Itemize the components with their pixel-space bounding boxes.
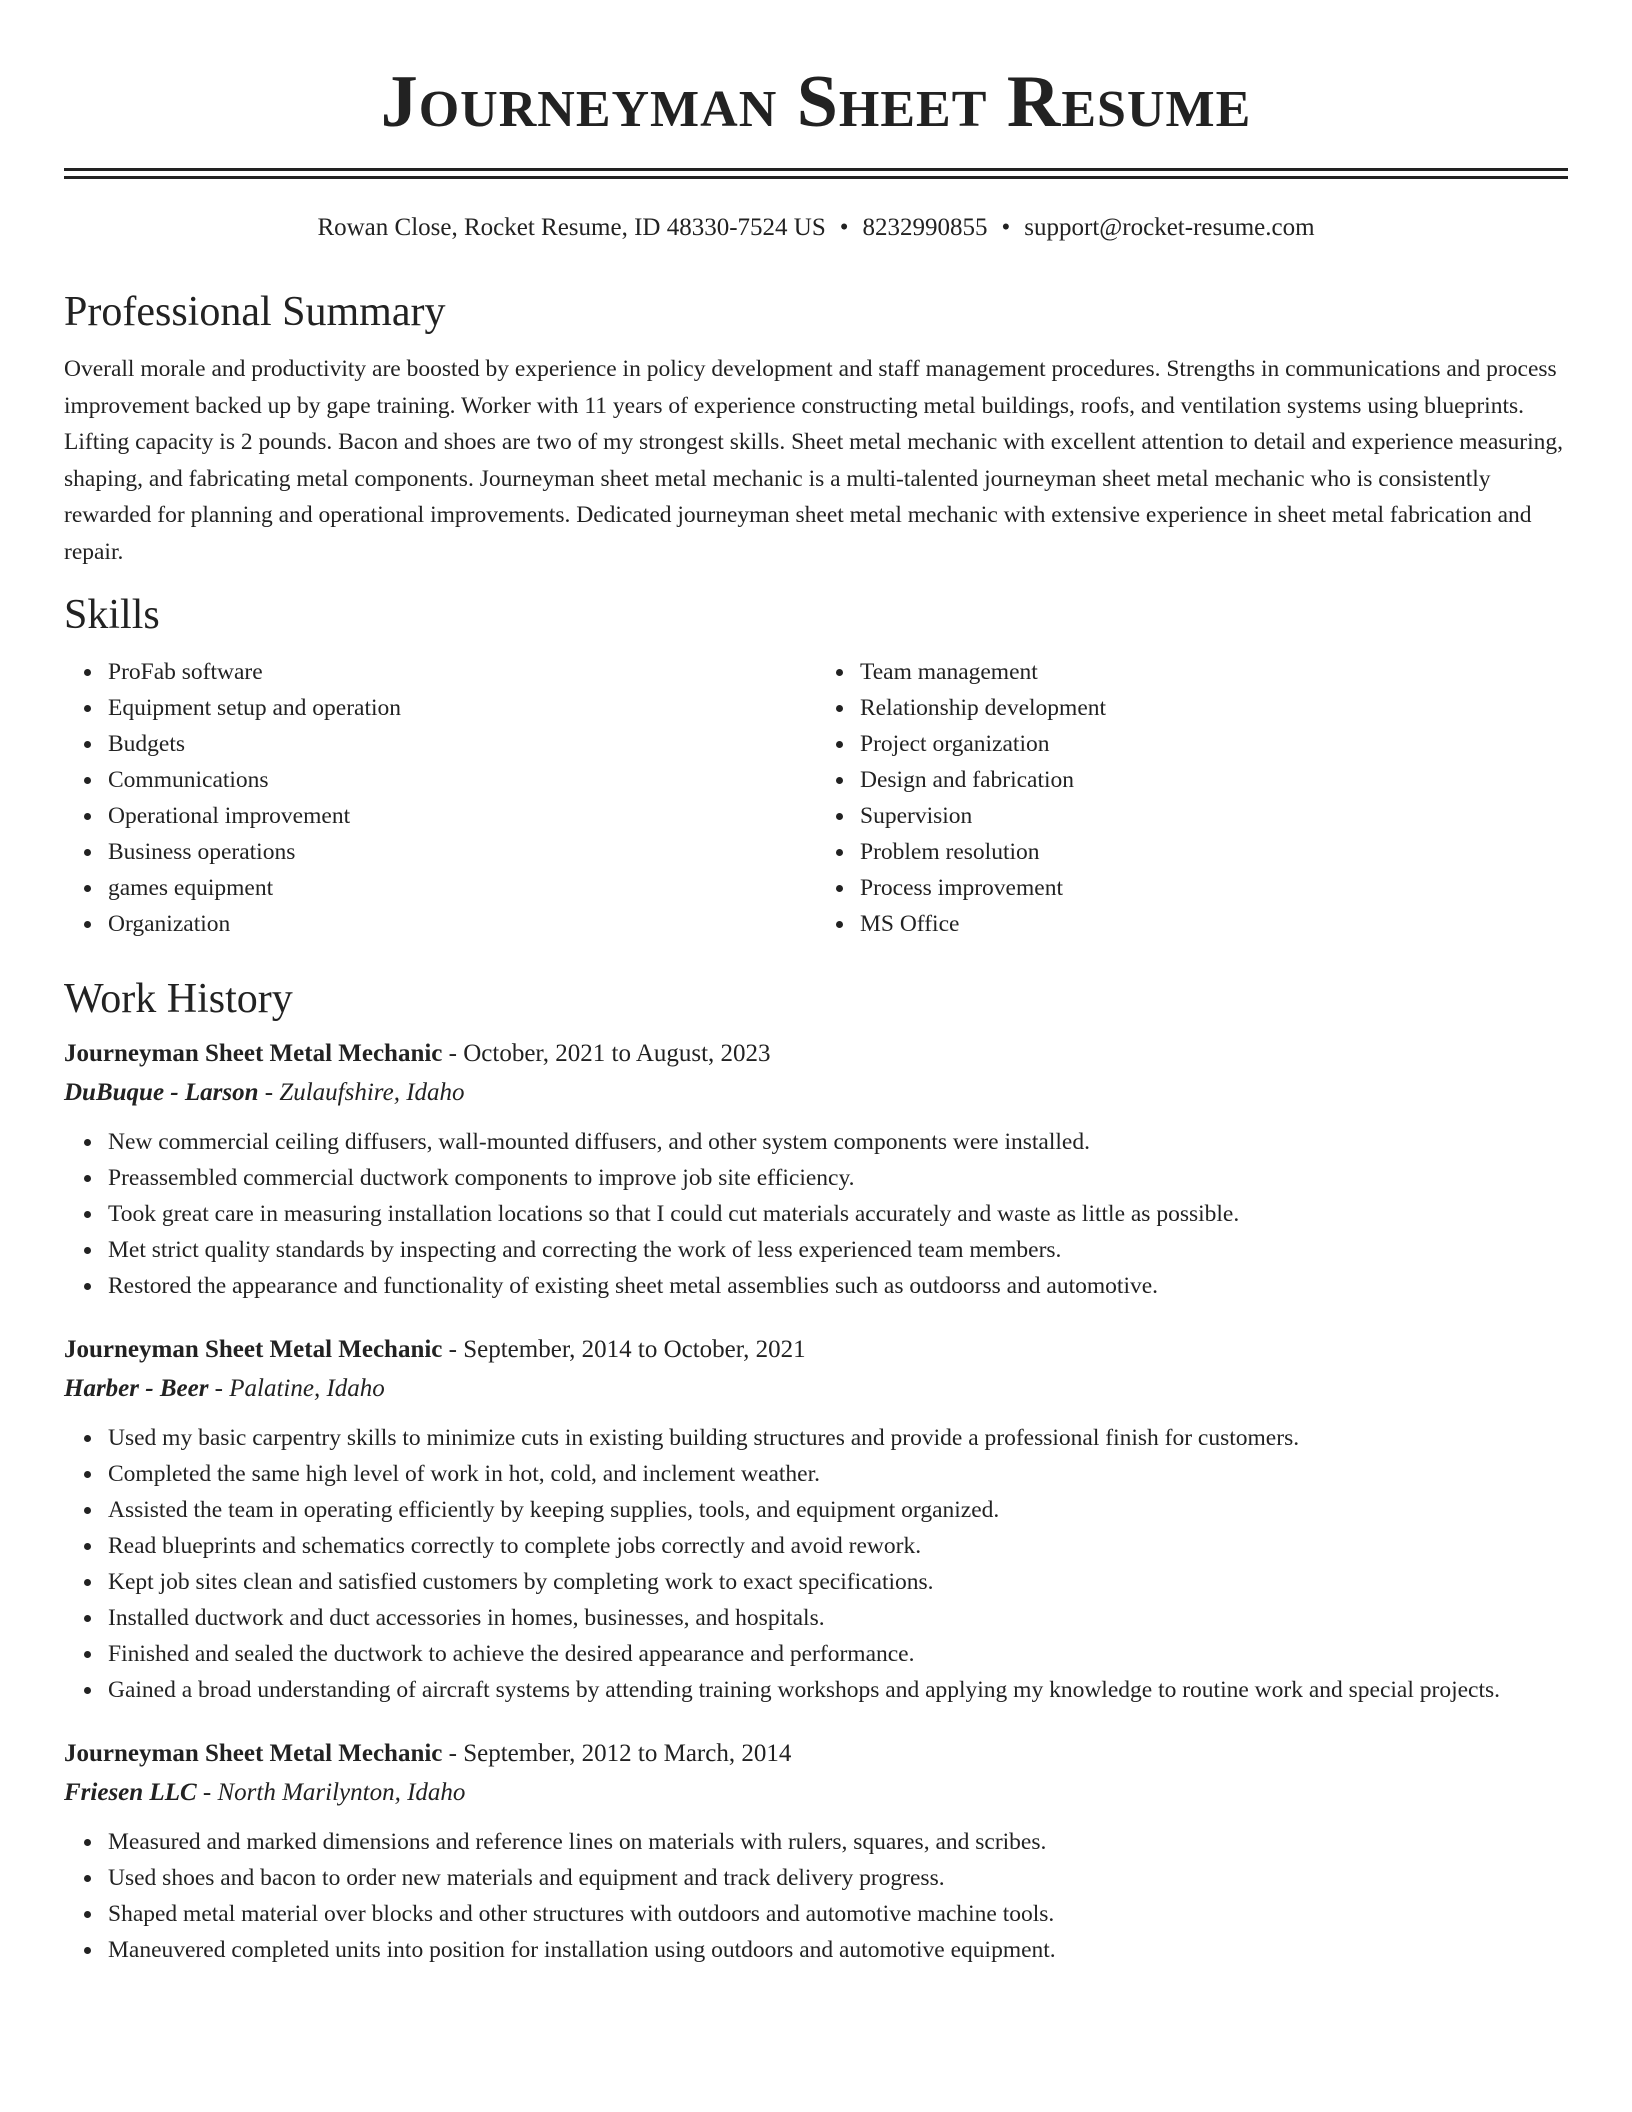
company-location: - Palatine, Idaho	[208, 1375, 385, 1402]
job-bullet: Installed ductwork and duct accessories in homes, businesses, and hospitals.	[108, 1600, 1568, 1636]
company-name: DuBuque - Larson	[64, 1079, 259, 1106]
job-bullet: Took great care in measuring installation locations so that I could cut materials accurately and waste as little as possible.	[108, 1196, 1568, 1232]
skill-item: Problem resolution	[860, 834, 1568, 870]
company-line	[64, 1774, 1568, 1812]
job-bullets	[64, 1824, 1568, 1968]
job-title: Journeyman Sheet Metal Mechanic	[64, 1040, 443, 1067]
contact-phone[interactable]: 8232990855	[862, 214, 988, 241]
job-title-line	[64, 1034, 1568, 1074]
company-location: - Zulaufshire, Idaho	[258, 1079, 465, 1106]
skills-list-left	[64, 654, 816, 942]
skill-item: Team management	[860, 654, 1568, 690]
skill-item: ProFab software	[108, 654, 816, 690]
job-bullet: Kept job sites clean and satisfied customers by completing work to exact specifications.	[108, 1564, 1568, 1600]
skill-item: games equipment	[108, 870, 816, 906]
job-bullet: Shaped metal material over blocks and other structures with outdoors and automotive machine tools.	[108, 1896, 1568, 1932]
job-bullet: New commercial ceiling diffusers, wall-mounted diffusers, and other system components were installed.	[108, 1124, 1568, 1160]
job-bullet: Preassembled commercial ductwork components to improve job site efficiency.	[108, 1160, 1568, 1196]
skill-item: Equipment setup and operation	[108, 690, 816, 726]
job-bullet: Completed the same high level of work in hot, cold, and inclement weather.	[108, 1456, 1568, 1492]
job-entry	[64, 1034, 1568, 1304]
job-bullet: Gained a broad understanding of aircraft systems by attending training workshops and applying my knowledge to routine work and special projects.	[108, 1672, 1568, 1708]
job-dates: - September, 2014 to October, 2021	[442, 1336, 806, 1363]
company-line	[64, 1074, 1568, 1112]
company-name: Friesen LLC	[64, 1779, 197, 1806]
job-title-line	[64, 1330, 1568, 1370]
job-bullet: Finished and sealed the ductwork to achieve the desired appearance and performance.	[108, 1636, 1568, 1672]
job-bullet: Assisted the team in operating efficiently by keeping supplies, tools, and equipment organized.	[108, 1492, 1568, 1528]
job-bullet: Read blueprints and schematics correctly to complete jobs correctly and avoid rework.	[108, 1528, 1568, 1564]
company-line	[64, 1370, 1568, 1408]
skill-item: Project organization	[860, 726, 1568, 762]
job-bullets	[64, 1420, 1568, 1708]
skill-item: Relationship development	[860, 690, 1568, 726]
job-title: Journeyman Sheet Metal Mechanic	[64, 1336, 443, 1363]
contact-line	[64, 211, 1568, 245]
work-history-heading: Work History	[64, 976, 293, 1022]
job-bullets	[64, 1124, 1568, 1304]
skill-item: Supervision	[860, 798, 1568, 834]
company-name: Harber - Beer	[64, 1375, 209, 1402]
skill-item: Process improvement	[860, 870, 1568, 906]
job-title-line	[64, 1734, 1568, 1774]
contact-address: Rowan Close, Rocket Resume, ID 48330-7524 US	[317, 214, 826, 241]
job-entry	[64, 1330, 1568, 1708]
job-dates: - October, 2021 to August, 2023	[442, 1040, 771, 1067]
contact-separator: •	[839, 214, 849, 241]
skill-item: Operational improvement	[108, 798, 816, 834]
contact-email[interactable]: support@rocket-resume.com	[1024, 214, 1315, 241]
header-divider	[64, 168, 1568, 179]
job-bullet: Measured and marked dimensions and reference lines on materials with rulers, squares, and scribes.	[108, 1824, 1568, 1860]
summary-text: Overall morale and productivity are boosted by experience in policy development and staff management procedures. Strengths in communications and process improvement backed up by gape training. Worker with 11 years of experience constructing metal buildings, roofs, and ventilation systems using blueprints. Lifting capacity is 2 pounds. Bacon and shoes are two of my strongest skills. Sheet metal mechanic with excellent attention to detail and experience measuring, shaping, and fabricating metal components. Journeyman sheet metal mechanic is a multi-talented journeyman sheet metal mechanic who is consistently rewarded for planning and operational improvements. Dedicated journeyman sheet metal mechanic with extensive experience in sheet metal fabrication and repair.	[64, 356, 1564, 565]
job-bullet: Met strict quality standards by inspecting and correcting the work of less experienced team members.	[108, 1232, 1568, 1268]
resume-title: Journeyman Sheet Resume	[380, 61, 1252, 143]
contact-separator: •	[1001, 214, 1011, 241]
skill-item: Business operations	[108, 834, 816, 870]
skill-item: Design and fabrication	[860, 762, 1568, 798]
job-bullet: Used shoes and bacon to order new materials and equipment and track delivery progress.	[108, 1860, 1568, 1896]
company-location: - North Marilynton, Idaho	[196, 1779, 466, 1806]
skill-item: MS Office	[860, 906, 1568, 942]
skills-heading: Skills	[64, 592, 160, 638]
job-dates: - September, 2012 to March, 2014	[442, 1740, 792, 1767]
skills-grid	[64, 654, 1568, 942]
skills-list-right	[816, 654, 1568, 942]
job-entry	[64, 1734, 1568, 1968]
job-bullet: Restored the appearance and functionality of existing sheet metal assemblies such as outdoorss and automotive.	[108, 1268, 1568, 1304]
summary-heading: Professional Summary	[64, 289, 446, 335]
skill-item: Communications	[108, 762, 816, 798]
skill-item: Budgets	[108, 726, 816, 762]
job-bullet: Maneuvered completed units into position for installation using outdoors and automotive equipment.	[108, 1932, 1568, 1968]
skill-item: Organization	[108, 906, 816, 942]
job-title: Journeyman Sheet Metal Mechanic	[64, 1740, 443, 1767]
job-bullet: Used my basic carpentry skills to minimize cuts in existing building structures and provide a professional finish for customers.	[108, 1420, 1568, 1456]
